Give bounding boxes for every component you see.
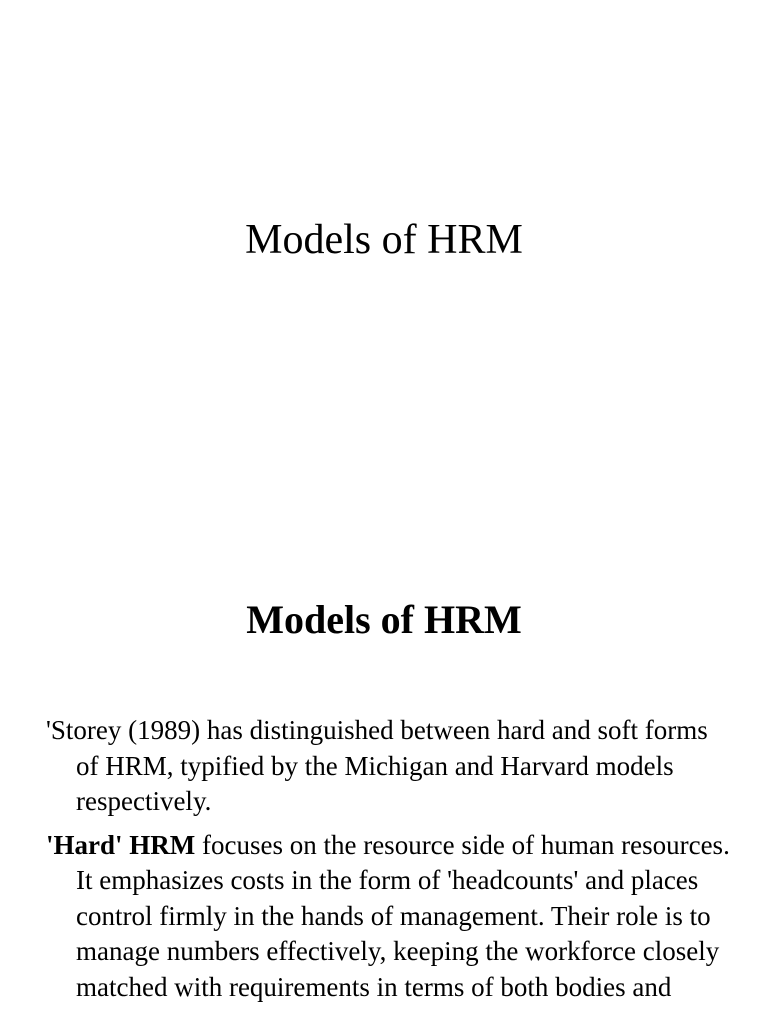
slide-body <box>46 713 736 1005</box>
hard-hrm-term: 'Hard' HRM <box>46 829 196 860</box>
slide-title: Models of HRM <box>245 217 523 263</box>
slide-heading: Models of HRM <box>246 597 522 642</box>
hard-hrm-description: focuses on the resource side of human resources. It emphasizes costs in the form of 'headcounts' and places control firmly in the hands of management. Their role is to manage numbers effectively, keeping the workforce closely matched with requirements in terms of both bodies and <box>76 829 730 1002</box>
paragraph-storey: 'Storey (1989) has distinguished between hard and soft forms of HRM, typified by the Michigan and Harvard models respectively. <box>46 715 708 816</box>
slide-content-page <box>0 512 768 1024</box>
paragraph-hard-hrm <box>46 828 736 1006</box>
